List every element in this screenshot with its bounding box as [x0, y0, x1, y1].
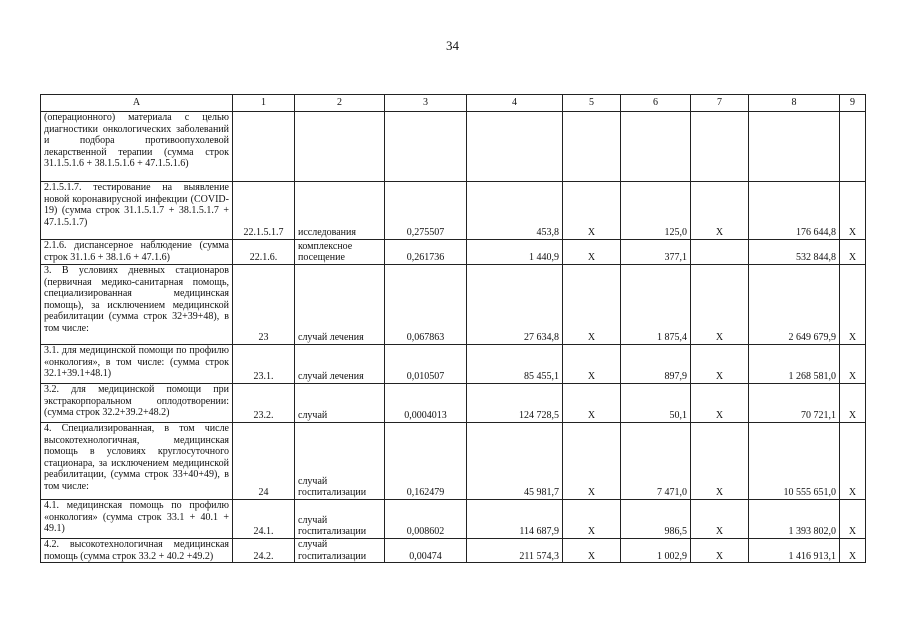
- table-row: [41, 345, 866, 384]
- row-col-5: Х: [563, 539, 621, 563]
- row-col-9: Х: [840, 384, 866, 423]
- row-unit: случай лечения: [295, 265, 385, 345]
- row-col-3: 0,261736: [385, 240, 467, 265]
- header-col-6: 6: [621, 95, 691, 112]
- row-description: 3.2. для медицинской помощи при экстракорпоральном оплодотворении: (сумма строк 32.2+39.2+48.2): [41, 384, 233, 423]
- row-description: 4.2. высокотехнологичная медицинская помощь (сумма строк 33.2 + 40.2 +49.2): [41, 539, 233, 563]
- row-col-4: [467, 112, 563, 182]
- row-description: 2.1.5.1.7. тестирование на выявление новой коронавирусной инфекции (COVID-19) (сумма строк 31.1.5.1.7 + 38.1.5.1.7 + 47.1.5.1.7): [41, 182, 233, 240]
- row-unit: случай госпитализации: [295, 539, 385, 563]
- row-col-8: [749, 112, 840, 182]
- row-code: 22.1.5.1.7: [233, 182, 295, 240]
- header-col-a: А: [41, 95, 233, 112]
- row-col-6: 377,1: [621, 240, 691, 265]
- row-col-6: 50,1: [621, 384, 691, 423]
- row-col-7: [691, 240, 749, 265]
- row-unit: [295, 112, 385, 182]
- row-col-9: Х: [840, 182, 866, 240]
- row-description: 4.1. медицинская помощь по профилю «онкология» (сумма строк 33.1 + 40.1 + 49.1): [41, 500, 233, 539]
- row-col-5: Х: [563, 240, 621, 265]
- row-unit: комплексное посещение: [295, 240, 385, 265]
- row-unit: случай лечения: [295, 345, 385, 384]
- row-col-8: 1 393 802,0: [749, 500, 840, 539]
- table-row: [41, 423, 866, 500]
- header-col-5: 5: [563, 95, 621, 112]
- row-col-3: 0,008602: [385, 500, 467, 539]
- row-unit: случай госпитализации: [295, 500, 385, 539]
- row-col-5: Х: [563, 265, 621, 345]
- row-col-3: 0,275507: [385, 182, 467, 240]
- row-col-9: Х: [840, 265, 866, 345]
- table-row: [41, 265, 866, 345]
- row-col-4: 211 574,3: [467, 539, 563, 563]
- header-col-3: 3: [385, 95, 467, 112]
- row-col-8: 1 268 581,0: [749, 345, 840, 384]
- row-col-8: 1 416 913,1: [749, 539, 840, 563]
- row-col-4: 85 455,1: [467, 345, 563, 384]
- data-table: [40, 94, 866, 563]
- row-code: 24: [233, 423, 295, 500]
- row-col-9: Х: [840, 423, 866, 500]
- row-col-7: [691, 112, 749, 182]
- row-description: 4. Специализированная, в том числе высокотехнологичная, медицинская помощь в условиях круглосуточного стационара, за исключением медицинской реабилитации, (сумма строк 33+40+49), в том числе:: [41, 423, 233, 500]
- row-col-3: 0,00474: [385, 539, 467, 563]
- row-code: 23.2.: [233, 384, 295, 423]
- row-col-7: Х: [691, 539, 749, 563]
- header-col-7: 7: [691, 95, 749, 112]
- row-col-4: 453,8: [467, 182, 563, 240]
- row-col-8: 2 649 679,9: [749, 265, 840, 345]
- row-code: 23.1.: [233, 345, 295, 384]
- row-col-6: 986,5: [621, 500, 691, 539]
- row-col-9: Х: [840, 240, 866, 265]
- header-col-1: 1: [233, 95, 295, 112]
- table-row: [41, 182, 866, 240]
- row-col-6: 7 471,0: [621, 423, 691, 500]
- row-description: 3. В условиях дневных стационаров (первичная медико-санитарная помощь, специализированная медицинская помощь), за исключением медицинской реабилитации (сумма строк 32+39+48), в том числе:: [41, 265, 233, 345]
- row-col-5: Х: [563, 182, 621, 240]
- row-unit: случай госпитализации: [295, 423, 385, 500]
- header-col-2: 2: [295, 95, 385, 112]
- row-col-7: Х: [691, 423, 749, 500]
- header-row: [41, 95, 866, 112]
- row-col-3: 0,0004013: [385, 384, 467, 423]
- row-col-9: Х: [840, 345, 866, 384]
- row-col-7: Х: [691, 384, 749, 423]
- row-code: 24.1.: [233, 500, 295, 539]
- row-code: 24.2.: [233, 539, 295, 563]
- row-code: 23: [233, 265, 295, 345]
- row-col-4: 45 981,7: [467, 423, 563, 500]
- row-description: (операционного) материала с целью диагностики онкологических заболеваний и подбора противоопухолевой лекарственной терапии (сумма строк 31.1.5.1.6 + 38.1.5.1.6 + 47.1.5.1.6): [41, 112, 233, 182]
- row-col-4: 27 634,8: [467, 265, 563, 345]
- row-col-5: Х: [563, 423, 621, 500]
- row-col-8: 532 844,8: [749, 240, 840, 265]
- row-col-5: Х: [563, 384, 621, 423]
- row-col-3: 0,162479: [385, 423, 467, 500]
- row-col-9: Х: [840, 539, 866, 563]
- row-col-7: Х: [691, 345, 749, 384]
- table-row: [41, 539, 866, 563]
- row-col-6: [621, 112, 691, 182]
- row-code: 22.1.6.: [233, 240, 295, 265]
- row-unit: исследования: [295, 182, 385, 240]
- row-col-5: Х: [563, 345, 621, 384]
- row-col-4: 114 687,9: [467, 500, 563, 539]
- row-unit: случай: [295, 384, 385, 423]
- row-description: 2.1.6. диспансерное наблюдение (сумма строк 31.1.6 + 38.1.6 + 47.1.6): [41, 240, 233, 265]
- row-col-5: [563, 112, 621, 182]
- table-row: [41, 112, 866, 182]
- header-col-8: 8: [749, 95, 840, 112]
- row-col-9: [840, 112, 866, 182]
- row-col-6: 897,9: [621, 345, 691, 384]
- row-col-3: 0,010507: [385, 345, 467, 384]
- table-row: [41, 384, 866, 423]
- row-col-7: Х: [691, 265, 749, 345]
- row-col-7: Х: [691, 182, 749, 240]
- row-col-8: 176 644,8: [749, 182, 840, 240]
- header-col-4: 4: [467, 95, 563, 112]
- row-col-3: 0,067863: [385, 265, 467, 345]
- row-col-4: 124 728,5: [467, 384, 563, 423]
- header-col-9: 9: [840, 95, 866, 112]
- page-number: 34: [446, 38, 459, 53]
- row-col-8: 70 721,1: [749, 384, 840, 423]
- row-col-6: 1 002,9: [621, 539, 691, 563]
- row-description: 3.1. для медицинской помощи по профилю «онкология», в том числе: (сумма строк 32.1+39.1+48.1): [41, 345, 233, 384]
- row-col-8: 10 555 651,0: [749, 423, 840, 500]
- row-col-3: [385, 112, 467, 182]
- row-col-6: 125,0: [621, 182, 691, 240]
- row-col-4: 1 440,9: [467, 240, 563, 265]
- table-row: [41, 500, 866, 539]
- row-code: [233, 112, 295, 182]
- row-col-6: 1 875,4: [621, 265, 691, 345]
- row-col-9: Х: [840, 500, 866, 539]
- row-col-5: Х: [563, 500, 621, 539]
- row-col-7: Х: [691, 500, 749, 539]
- table-row: [41, 240, 866, 265]
